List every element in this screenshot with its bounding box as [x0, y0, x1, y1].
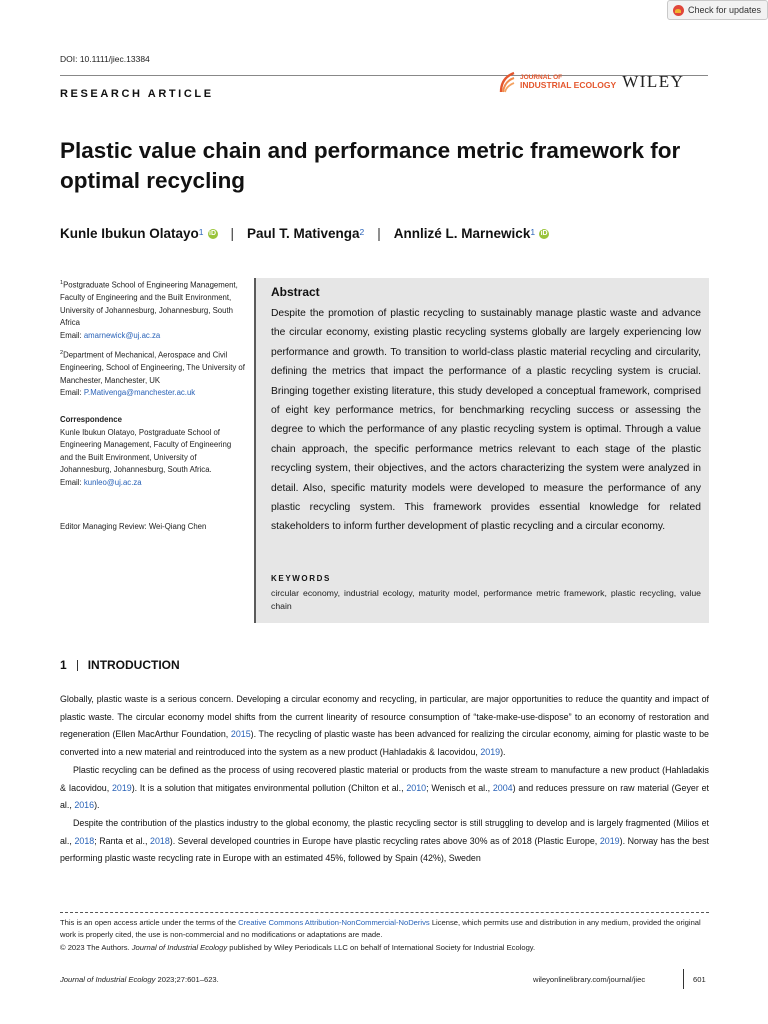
text-run: License, which permits use and distribution in any medium, provided the original work is properly cited, the use is non-commercial and no modifications or adaptations are made. — [60, 918, 701, 940]
text-run: Plastic recycling can be defined as the process of using recovered plastic material or products from the waste stream to manufacture a new product (Hahladakis & Iacovidou, — [60, 764, 709, 793]
author-list — [60, 226, 549, 241]
citation-link[interactable]: 2016 — [74, 800, 95, 811]
text-run: Despite the contribution of the plastics industry to the global economy, the plastic recycling sector is still struggling to develop and is largely fragmented (Milios et al., — [60, 817, 709, 846]
orcid-icon[interactable]: iD — [540, 229, 548, 237]
text-run: ; Ranta et al., — [94, 835, 151, 846]
text-run: © 2023 The Authors. — [60, 942, 132, 952]
citation-link[interactable]: 2004 — [492, 782, 513, 793]
citation-link[interactable]: 2015 — [230, 729, 251, 740]
section-title: INTRODUCTION — [87, 658, 180, 672]
author-affiliation-sup: 2 — [359, 226, 365, 237]
page-number: 601 — [693, 975, 706, 984]
page-number-divider — [683, 969, 684, 989]
journal-url-link[interactable]: wileyonlinelibrary.com/journal/jiec — [533, 975, 646, 984]
text-run: ). Several developed countries in Europe have plastic recycling rates above 30% as of 2018 (Plastic Europe, — [169, 835, 600, 846]
text-run: Globally, plastic waste is a serious concern. Developing a circular economy and recycling, in particular, are major opportunities to reduce the quantity and impact of plastic waste. The circular economy model shifts from the current linearity of resource consumption of “take-make-use-dispose” to an economy of restoration and regeneration (Ellen MacArthur Foundation, — [60, 694, 709, 740]
citation-link[interactable]: 2010 — [406, 782, 427, 793]
citation-link[interactable]: 2018 — [74, 835, 95, 846]
correspondence — [60, 414, 245, 490]
text-run: published by Wiley Periodicals LLC on behalf of International Society for Industrial Ecology. — [227, 942, 536, 952]
email-label: Email: — [60, 477, 84, 487]
license-link[interactable]: Creative Commons Attribution-NonCommercial-NoDerivs — [238, 918, 430, 927]
author-separator: | — [230, 226, 235, 241]
check-for-updates-label: Check for updates — [688, 5, 762, 15]
affiliation-1 — [60, 277, 245, 343]
paragraph — [60, 762, 709, 815]
citation-link[interactable]: 2019 — [480, 747, 501, 758]
publisher-logo: WILEY — [622, 72, 685, 91]
crossmark-icon — [673, 5, 684, 16]
abstract-bar — [254, 278, 256, 623]
abstract-heading: Abstract — [271, 285, 320, 299]
abstract-text: Despite the promotion of plastic recycling to sustainably manage plastic waste and advance the circular economy, existing plastic recycling systems globally are largely experiencing low performance and growth. To transition to world-class plastic material recycling and circularity, defining the metrics that impact the performance of a plastic recycling system is crucial. Bringing together existing literature, this study developed a conceptual framework, comprised of eight key performance metrics, for benchmarking recycling success or assessing the degree to which the performance of any plastic recycling system is optimal. Through a value chain approach, the specific performance metrics relevant to each stage of the plastic recycling system, their objectives, and the actors characterizing the system were analyzed in detail. Also, specific maturity models were developed to measure the performance of any plastic recycling system. This framework provides essential knowledge for related stakeholders to inform further development of plastic recycling and a circular economy. — [271, 308, 701, 533]
body-text — [60, 691, 709, 868]
journal-logo — [498, 68, 710, 96]
email-link[interactable]: amarnewick@uj.ac.za — [83, 330, 161, 340]
affiliation-2 — [60, 347, 245, 400]
journal-name: Journal of Industrial Ecology — [131, 942, 228, 952]
section-number: 1 — [60, 658, 67, 672]
doi: DOI: 10.1111/jiec.13384 — [60, 54, 150, 64]
editor-note: Editor Managing Review: Wei-Qiang Chen — [60, 522, 207, 531]
affiliation-sup: 2 — [60, 350, 64, 356]
text-run: ). Norway has the best performing plastic waste recycling rate in Europe with an estimated 45%, followed by Spain (42%), Sweden — [60, 835, 709, 864]
citation-link[interactable]: 2019 — [111, 782, 132, 793]
author-name[interactable]: Paul T. Mativenga — [247, 226, 360, 241]
affiliation-sup: 1 — [60, 280, 64, 286]
journal-logo-line1: JOURNAL OF — [520, 74, 563, 81]
author-affiliation-sup: 1 — [530, 226, 536, 237]
author-name[interactable]: Kunle Ibukun Olatayo — [60, 226, 199, 241]
text-run: ; Wenisch et al., — [426, 782, 493, 793]
journal-citation — [60, 975, 219, 984]
correspondence-heading: Correspondence — [60, 415, 122, 424]
citation-text: 2023;27:601–623. — [155, 975, 219, 984]
email-link[interactable]: kunleo@uj.ac.za — [83, 477, 142, 487]
author-affiliation-sup: 1 — [198, 226, 204, 237]
check-for-updates-button[interactable] — [667, 0, 768, 20]
section-heading — [60, 658, 180, 672]
text-run: This is an open access article under the terms of the — [60, 918, 239, 927]
citation-link[interactable]: 2019 — [599, 835, 620, 846]
author-separator: | — [377, 226, 381, 241]
text-run: ). It is a solution that mitigates environmental pollution (Chilton et al., — [131, 782, 407, 793]
journal-mark-icon — [498, 70, 516, 94]
email-link[interactable]: P.Mativenga@manchester.ac.uk — [83, 388, 196, 398]
citation-link[interactable]: 2018 — [150, 835, 170, 846]
article-type: RESEARCH ARTICLE — [60, 88, 214, 100]
footnote-rule — [60, 912, 709, 913]
article-title: Plastic value chain and performance metric framework for optimal recycling — [60, 138, 681, 193]
text-run: ). The recycling of plastic waste has been advanced for realizing the circular economy, aiming for plastic waste to be converted into a new material and reintroduced into the system as a new product (Hahladakis & Iacovidou, — [60, 729, 709, 758]
correspondence-text: Kunle Ibukun Olatayo, Postgraduate School of Engineering Management, Faculty of Engineering and the Built Environment, University of Johannesburg, Johannesburg, South Africa. — [60, 427, 232, 475]
section-divider — [77, 660, 78, 671]
affiliation-text: Department of Mechanical, Aerospace and Civil Engineering, School of Engineering, The University of Manchester, Manchester, UK — [60, 350, 245, 385]
text-run: ). — [94, 800, 100, 811]
orcid-icon[interactable]: iD — [209, 229, 216, 237]
author-name[interactable]: Annlizé L. Marnewick — [393, 226, 531, 241]
text-run: ). — [500, 747, 506, 758]
journal-name: Journal of Industrial Ecology — [60, 975, 156, 984]
keywords-text: circular economy, industrial ecology, maturity model, performance metric framework, plastic recycling, value chain — [271, 588, 701, 611]
license-footnote — [60, 917, 709, 954]
journal-logo-line2: INDUSTRIAL ECOLOGY — [520, 80, 617, 90]
text-run: ) and reduces pressure on raw material (Geyer et al., — [60, 782, 709, 811]
paragraph — [60, 691, 709, 762]
affiliation-text: Postgraduate School of Engineering Management, Faculty of Engineering and the Built Environment, University of Johannesburg, Johannesburg, South Africa — [60, 280, 238, 328]
paragraph — [60, 815, 709, 868]
keywords-heading: KEYWORDS — [271, 574, 331, 583]
email-label: Email: — [60, 330, 84, 340]
email-label: Email: — [60, 388, 84, 398]
